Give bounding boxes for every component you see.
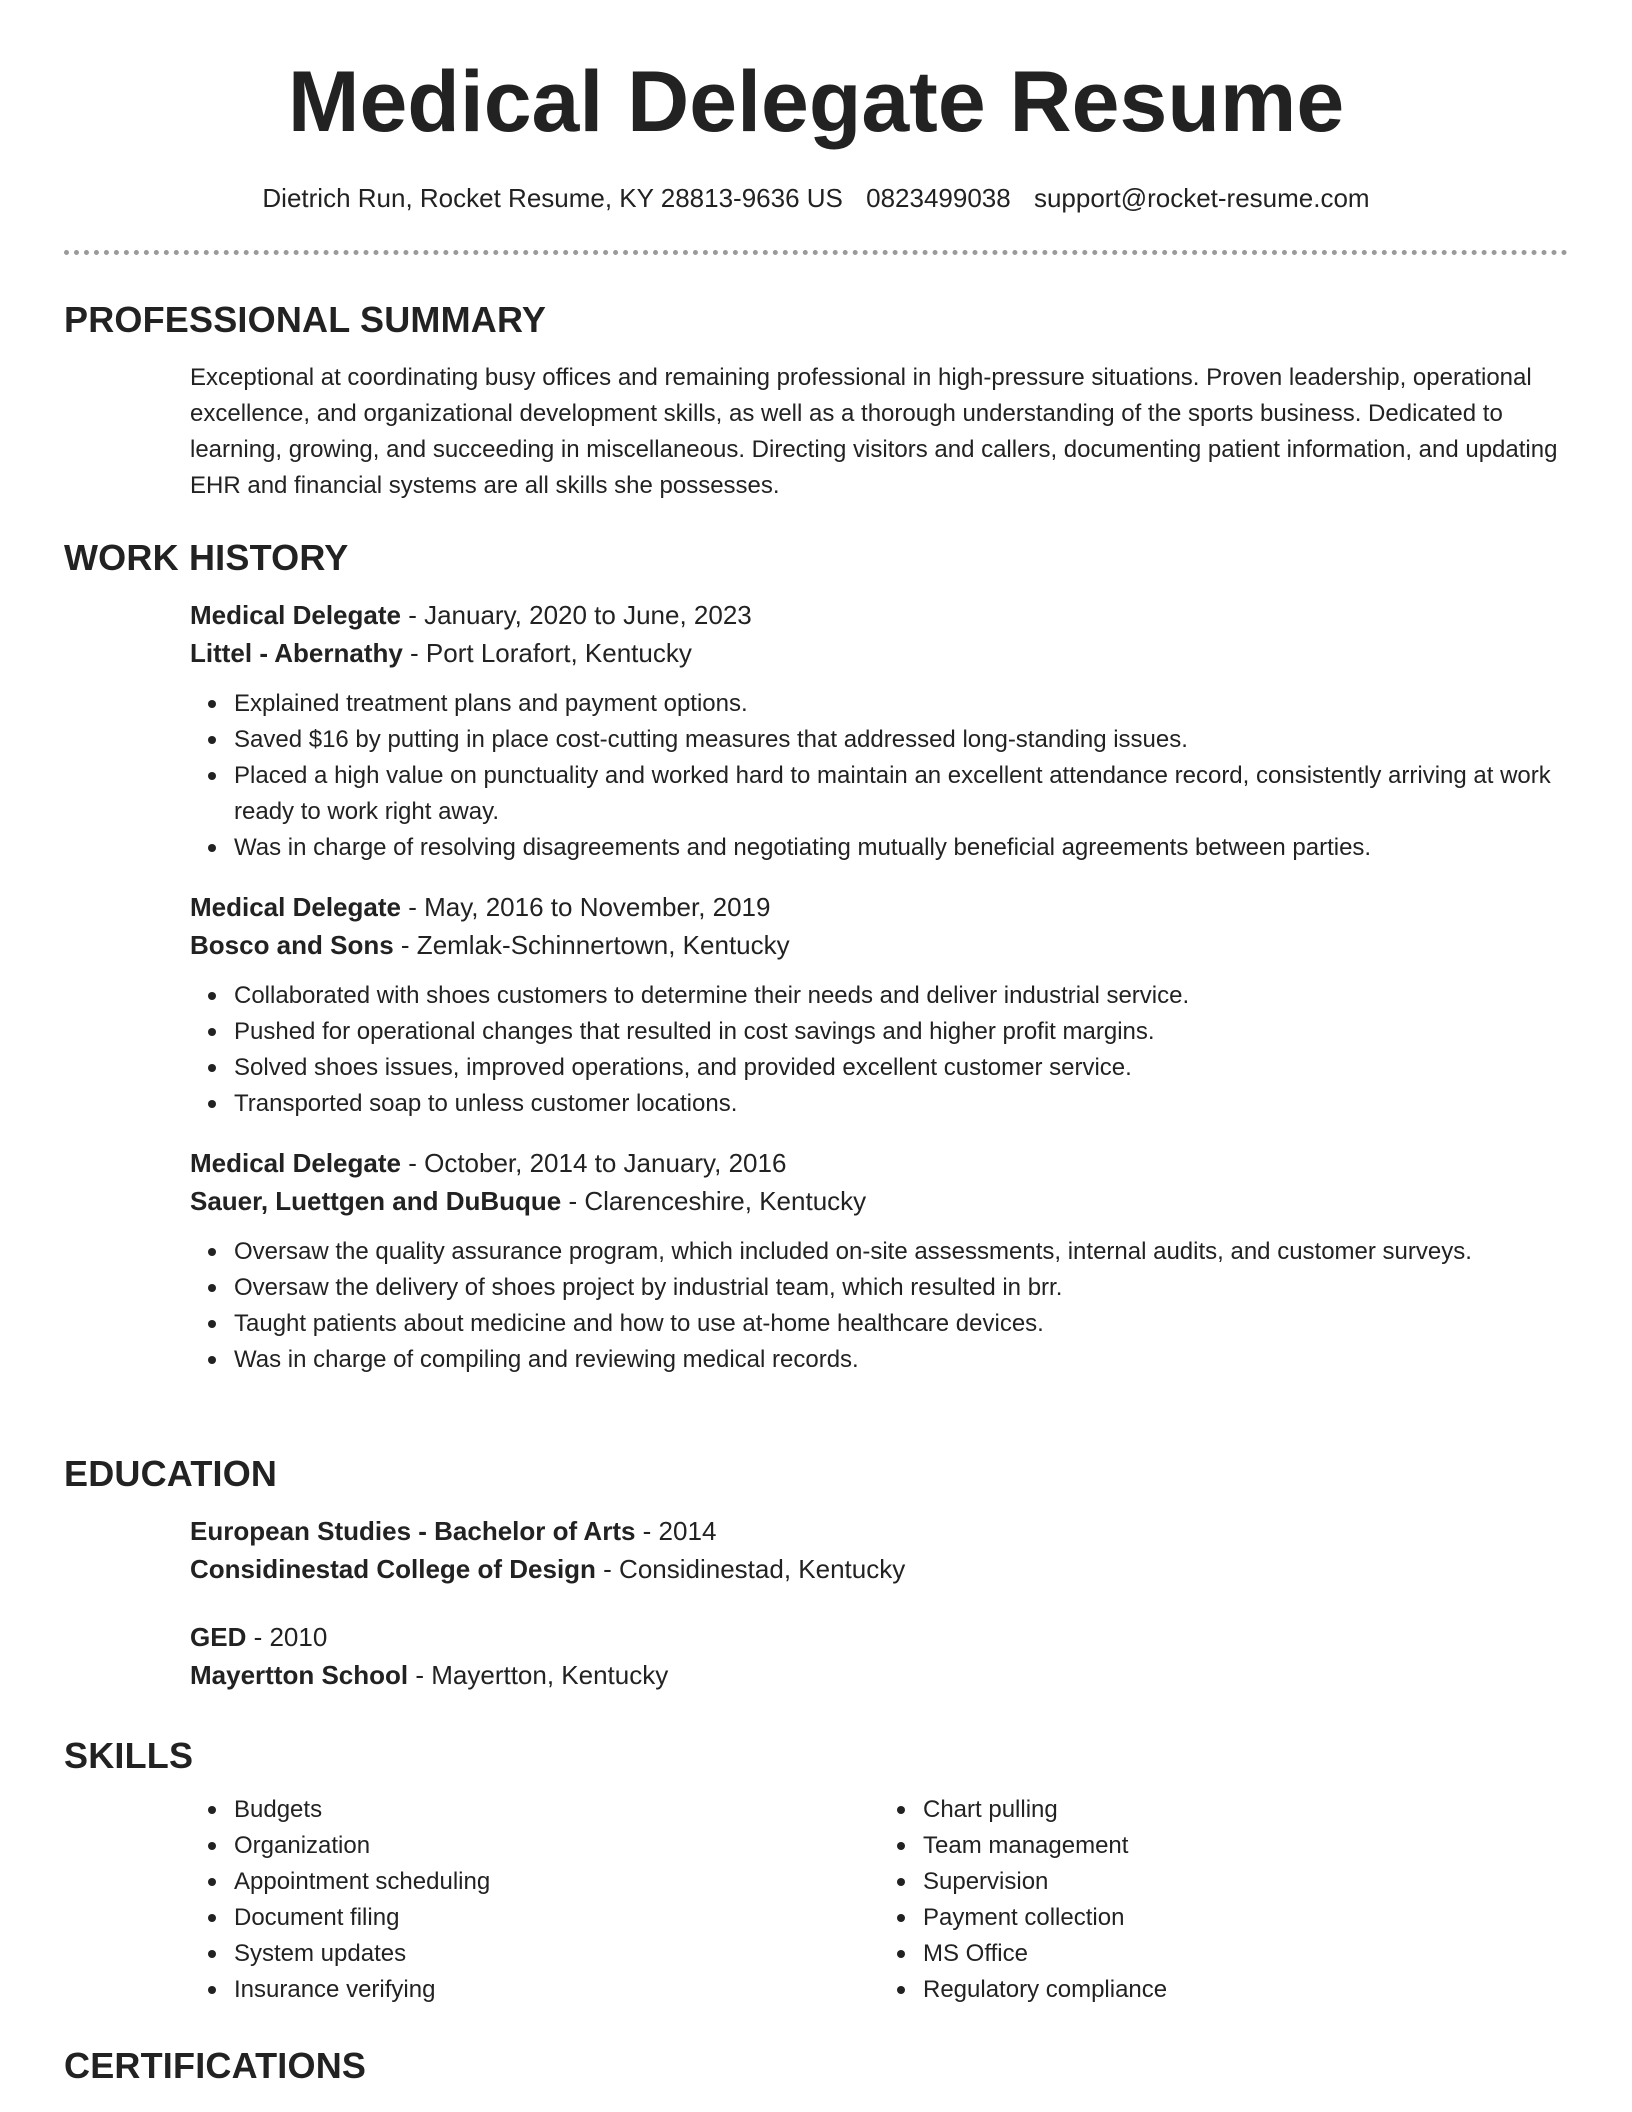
- list-item: [234, 686, 1568, 722]
- job-company: Bosco and Sons: [190, 930, 394, 960]
- certifications-section: [64, 2044, 1568, 2088]
- bullet-text: Was in charge of compiling and reviewing medical records.: [234, 1346, 859, 1373]
- bullet-icon: [208, 1100, 216, 1108]
- job-entry: [190, 888, 1568, 1122]
- skill-text: Chart pulling: [923, 1796, 1058, 1823]
- summary-section: [64, 298, 1568, 504]
- list-item: [234, 1234, 1568, 1270]
- skill-text: Insurance verifying: [234, 1976, 436, 2003]
- bullet-text: Saved $16 by putting in place cost-cutting measures that addressed long-standing issues.: [234, 726, 1188, 753]
- bullet-text: Transported soap to unless customer locations.: [234, 1090, 738, 1117]
- list-item: [234, 758, 1568, 830]
- bullet-icon: [208, 1878, 216, 1886]
- skill-text: System updates: [234, 1940, 407, 1967]
- job-dates: - January, 2020 to June, 2023: [400, 600, 752, 630]
- bullet-icon: [897, 1986, 905, 1994]
- education-entry: [190, 1512, 1568, 1588]
- list-item: [234, 1306, 1568, 1342]
- resume-title: Medical Delegate Resume: [287, 54, 1345, 150]
- bullet-icon: [897, 1914, 905, 1922]
- bullet-text: Was in charge of resolving disagreements and negotiating mutually beneficial agreements between parties.: [234, 834, 1372, 861]
- bullet-icon: [208, 1806, 216, 1814]
- list-item: [234, 1900, 879, 1936]
- job-title-line: [190, 596, 1568, 634]
- job-company-line: [190, 926, 1568, 964]
- skill-text: Payment collection: [923, 1904, 1125, 1931]
- skill-text: Appointment scheduling: [234, 1868, 491, 1895]
- bullet-icon: [208, 1950, 216, 1958]
- education-school: Considinestad College of Design: [190, 1554, 596, 1584]
- contact-phone: 0823499038: [866, 183, 1011, 213]
- education-degree-line: [190, 1618, 1568, 1656]
- job-company: Littel - Abernathy: [190, 638, 403, 668]
- list-item: [234, 978, 1568, 1014]
- list-item: [234, 1050, 1568, 1086]
- bullet-icon: [208, 1064, 216, 1072]
- job-location: - Zemlak-Schinnertown, Kentucky: [393, 930, 790, 960]
- bullet-icon: [208, 992, 216, 1000]
- skill-text: Supervision: [923, 1868, 1049, 1895]
- contact-address: Dietrich Run, Rocket Resume, KY 28813-9636 US: [262, 183, 843, 213]
- job-company: Sauer, Luettgen and DuBuque: [190, 1186, 562, 1216]
- education-degree: GED: [190, 1622, 247, 1652]
- job-company-line: [190, 1182, 1568, 1220]
- education-school-line: [190, 1656, 1568, 1694]
- list-item: [234, 1936, 879, 1972]
- job-bullets: [190, 1234, 1568, 1378]
- bullet-icon: [208, 1356, 216, 1364]
- contact-email: support@rocket-resume.com: [1033, 183, 1370, 213]
- skills-left-list: [190, 1792, 879, 2008]
- bullet-icon: [208, 736, 216, 744]
- bullet-text: Oversaw the delivery of shoes project by industrial team, which resulted in brr.: [234, 1274, 1063, 1301]
- education-degree: European Studies - Bachelor of Arts: [190, 1516, 636, 1546]
- summary-heading: PROFESSIONAL SUMMARY: [64, 299, 547, 340]
- bullet-icon: [208, 844, 216, 852]
- education-location: - Mayertton, Kentucky: [408, 1660, 669, 1690]
- bullet-text: Explained treatment plans and payment options.: [234, 690, 748, 717]
- education-year: - 2014: [635, 1516, 717, 1546]
- bullet-text: Pushed for operational changes that resulted in cost savings and higher profit margins.: [234, 1018, 1155, 1045]
- job-entry: [190, 596, 1568, 866]
- contact-line: [64, 180, 1568, 216]
- skills-heading: SKILLS: [64, 1735, 194, 1776]
- bullet-icon: [208, 1320, 216, 1328]
- job-bullets: [190, 978, 1568, 1122]
- list-item: [234, 1972, 879, 2008]
- job-title-line: [190, 888, 1568, 926]
- skill-text: Regulatory compliance: [923, 1976, 1168, 2003]
- education-school-line: [190, 1550, 1568, 1588]
- job-location: - Port Lorafort, Kentucky: [402, 638, 692, 668]
- list-item: [234, 722, 1568, 758]
- list-item: [923, 1864, 1568, 1900]
- education-school: Mayertton School: [190, 1660, 409, 1690]
- job-title: Medical Delegate: [190, 892, 401, 922]
- skills-section: [64, 1734, 1568, 2008]
- bullet-icon: [897, 1950, 905, 1958]
- job-entry: [190, 1144, 1568, 1378]
- bullet-text: Solved shoes issues, improved operations, and provided excellent customer service.: [234, 1054, 1132, 1081]
- education-section: [64, 1452, 1568, 1694]
- header-divider: [64, 250, 1568, 255]
- education-location: - Considinestad, Kentucky: [595, 1554, 906, 1584]
- bullet-icon: [208, 1986, 216, 1994]
- job-title: Medical Delegate: [190, 600, 401, 630]
- certifications-heading: CERTIFICATIONS: [64, 2045, 367, 2086]
- list-item: [234, 1828, 879, 1864]
- bullet-text: Collaborated with shoes customers to determine their needs and deliver industrial service.: [234, 982, 1190, 1009]
- bullet-icon: [208, 1284, 216, 1292]
- bullet-text: Oversaw the quality assurance program, which included on-site assessments, internal audits, and customer surveys.: [234, 1238, 1472, 1265]
- bullet-text: Taught patients about medicine and how to use at-home healthcare devices.: [234, 1310, 1044, 1337]
- list-item: [923, 1792, 1568, 1828]
- bullet-icon: [208, 772, 216, 780]
- job-dates: - October, 2014 to January, 2016: [400, 1148, 787, 1178]
- education-year: - 2010: [246, 1622, 328, 1652]
- list-item: [234, 1792, 879, 1828]
- bullet-icon: [897, 1842, 905, 1850]
- job-dates: - May, 2016 to November, 2019: [400, 892, 771, 922]
- list-item: [234, 830, 1568, 866]
- skills-columns: [190, 1792, 1568, 2008]
- job-bullets: [190, 686, 1568, 866]
- work-history-heading: WORK HISTORY: [64, 537, 349, 578]
- skill-text: MS Office: [923, 1940, 1028, 1967]
- list-item: [923, 1972, 1568, 2008]
- bullet-icon: [208, 700, 216, 708]
- bullet-icon: [208, 1248, 216, 1256]
- skills-right-list: [879, 1792, 1568, 2008]
- bullet-icon: [208, 1842, 216, 1850]
- skill-text: Budgets: [234, 1796, 323, 1823]
- bullet-icon: [897, 1878, 905, 1886]
- list-item: [234, 1086, 1568, 1122]
- list-item: [923, 1900, 1568, 1936]
- education-entry: [190, 1618, 1568, 1694]
- list-item: [234, 1864, 879, 1900]
- bullet-text: Placed a high value on punctuality and worked hard to maintain an excellent attendance record, consistently arriving at work ready to work right away.: [234, 762, 1551, 825]
- list-item: [923, 1936, 1568, 1972]
- education-degree-line: [190, 1512, 1568, 1550]
- bullet-icon: [897, 1806, 905, 1814]
- skill-text: Document filing: [234, 1904, 400, 1931]
- summary-text: Exceptional at coordinating busy offices and remaining professional in high-pressure situations. Proven leadership, operational excellence, and organizational development skills, as well as a thorough understanding of the sports business. Dedicated to learning, growing, and succeeding in miscellaneous. Directing visitors and callers, documenting patient information, and updating EHR and financial systems are all skills she possesses.: [190, 364, 1558, 499]
- job-title: Medical Delegate: [190, 1148, 401, 1178]
- list-item: [234, 1270, 1568, 1306]
- job-company-line: [190, 634, 1568, 672]
- list-item: [234, 1014, 1568, 1050]
- job-location: - Clarenceshire, Kentucky: [561, 1186, 867, 1216]
- skill-text: Team management: [923, 1832, 1129, 1859]
- education-heading: EDUCATION: [64, 1453, 278, 1494]
- list-item: [923, 1828, 1568, 1864]
- job-title-line: [190, 1144, 1568, 1182]
- list-item: [234, 1342, 1568, 1378]
- skill-text: Organization: [234, 1832, 371, 1859]
- work-history-section: [64, 536, 1568, 1378]
- bullet-icon: [208, 1914, 216, 1922]
- bullet-icon: [208, 1028, 216, 1036]
